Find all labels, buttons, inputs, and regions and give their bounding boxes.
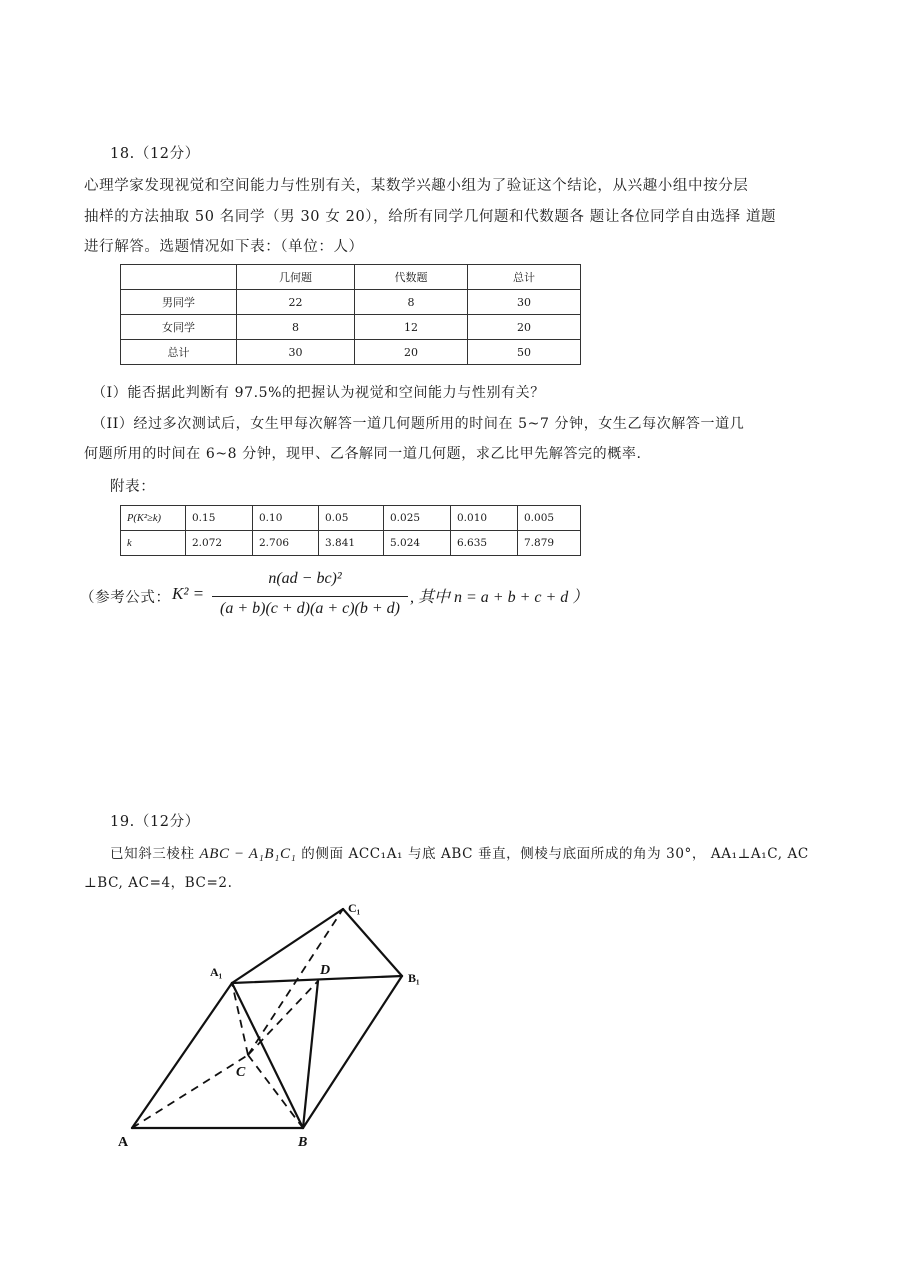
vertex-label-d: D xyxy=(320,963,331,978)
q19-heading: 19.（12分） xyxy=(110,814,200,830)
table-cell: 男同学 xyxy=(121,290,237,315)
q18-part-2-line-2: 何题所用的时间在 6~8 分钟，现甲、乙各解同一道几何题，求乙比甲先解答完的概率. xyxy=(84,446,642,462)
table-cell: 女同学 xyxy=(121,315,237,340)
q18-part-2-line-1: （II）经过多次测试后，女生甲每次解答一道几何题所用的时间在 5~7 分钟，女生乙每次解答一道几 xyxy=(92,416,745,432)
table-cell: 22 xyxy=(237,290,355,315)
q18-paragraph-line-3: 进行解答。选题情况如下表：（单位：人） xyxy=(84,239,364,255)
appendix-label: 附表： xyxy=(110,479,156,495)
table-cell: 0.010 xyxy=(451,506,518,531)
formula-prefix: （参考公式： xyxy=(80,590,171,606)
table-cell: P(K²≥k) xyxy=(121,506,186,531)
table-cell: 2.072 xyxy=(186,531,253,556)
vertex-label-a: A xyxy=(118,1135,129,1150)
table-cell: 0.10 xyxy=(253,506,319,531)
table-cell: 3.841 xyxy=(319,531,384,556)
edge-c1b1 xyxy=(343,909,402,976)
table-cell: 8 xyxy=(237,315,355,340)
table-cell: 30 xyxy=(237,340,355,365)
vertex-label-c1: C₁ xyxy=(348,901,361,915)
table-cell: 20 xyxy=(468,315,581,340)
table-cell: 50 xyxy=(468,340,581,365)
table-header-cell: 几何题 xyxy=(237,265,355,290)
q19-line-1-text-a: 已知斜三棱柱 xyxy=(110,846,195,862)
table-cell: 5.024 xyxy=(384,531,451,556)
table-cell: 0.005 xyxy=(518,506,581,531)
vertex-label-b1: B₁ xyxy=(408,971,420,985)
table-header-cell: 总计 xyxy=(468,265,581,290)
vertex-label-b: B xyxy=(298,1135,308,1150)
table-cell: 8 xyxy=(355,290,468,315)
table-cell: 0.025 xyxy=(384,506,451,531)
vertex-label-a1: A₁ xyxy=(210,965,223,979)
edge-aa1 xyxy=(132,983,232,1128)
edge-ba1 xyxy=(232,983,303,1128)
table-cell: 6.635 xyxy=(451,531,518,556)
table-cell: 总计 xyxy=(121,340,237,365)
q19-line-1-text-b: 的侧面 ACC₁A₁ 与底 ABC 垂直，侧棱与底面所成的角为 30°， AA₁⊥A₁C, AC xyxy=(301,846,809,862)
table-cell: 12 xyxy=(355,315,468,340)
q18-part-1: （I）能否据此判断有 97.5%的把握认为视觉和空间能力与性别有关？ xyxy=(92,385,545,401)
q18-heading: 18.（12分） xyxy=(110,146,200,162)
formula-denominator: (a + b)(c + d)(a + c)(b + d) xyxy=(219,600,400,617)
q18-paragraph-line-1: 心理学家发现视觉和空间能力与性别有关，某数学兴趣小组为了验证这个结论，从兴趣小组中按分层 xyxy=(84,178,749,194)
table-cell: 30 xyxy=(468,290,581,315)
table-cell: 0.15 xyxy=(186,506,253,531)
table-cell: 2.706 xyxy=(253,531,319,556)
vertex-label-c: C xyxy=(236,1065,246,1080)
edge-cb-hidden xyxy=(248,1055,303,1128)
edge-bb1 xyxy=(303,976,402,1128)
q18-paragraph-line-2: 抽样的方法抽取 50 名同学（男 30 女 20），给所有同学几何题和代数题各 题让各位同学自由选择 道题 xyxy=(84,209,777,225)
formula-suffix: , 其中 n = a + b + c + d ） xyxy=(410,589,589,606)
prism-name: ABC − A₁B₁C₁ xyxy=(199,846,297,862)
edge-ca1-hidden xyxy=(232,983,248,1055)
table-cell: 20 xyxy=(355,340,468,365)
formula-numerator: n(ad − bc)² xyxy=(268,570,342,587)
table-cell: 0.05 xyxy=(319,506,384,531)
table-cell: 7.879 xyxy=(518,531,581,556)
q19-line-2: ⊥BC, AC=4，BC=2. xyxy=(84,875,233,891)
table-header-cell: 代数题 xyxy=(355,265,468,290)
edge-ac-hidden xyxy=(132,1055,248,1128)
edge-cd-hidden xyxy=(248,981,318,1055)
edge-bd xyxy=(303,981,318,1128)
formula-lhs: K² = xyxy=(172,584,205,603)
table-cell: k xyxy=(121,531,186,556)
